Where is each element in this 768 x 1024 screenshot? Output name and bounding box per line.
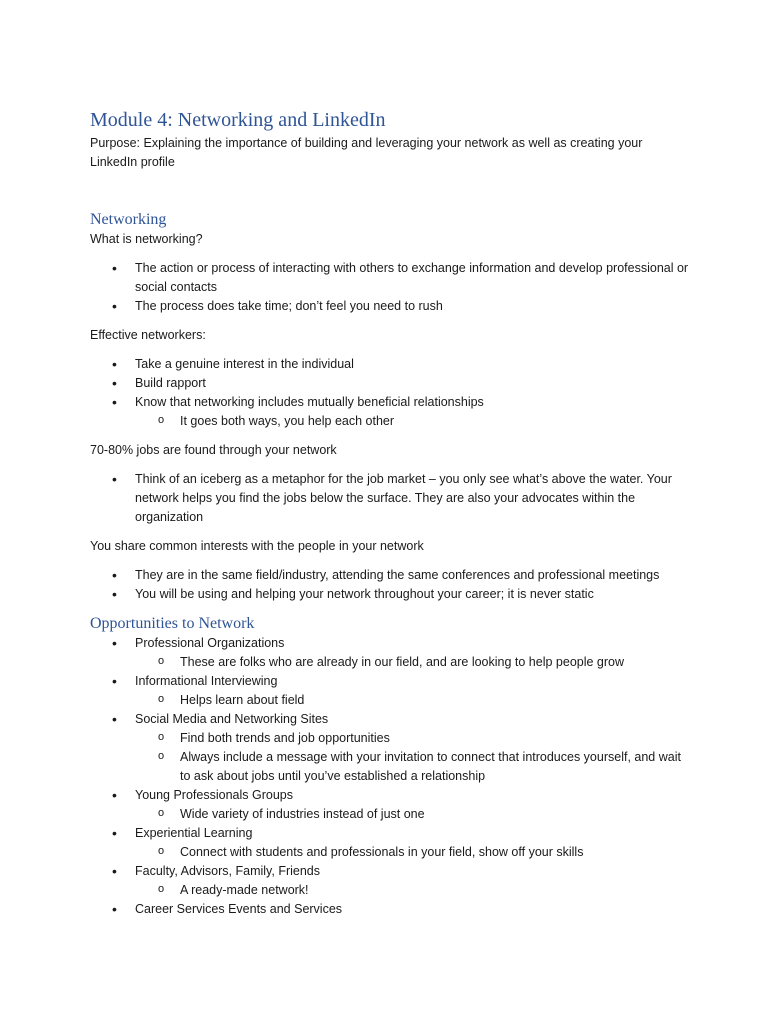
sub-list-item: o A ready-made network! (90, 881, 690, 900)
opportunity-item (90, 862, 690, 900)
sub-list-item: o Wide variety of industries instead of just one (90, 805, 690, 824)
opportunity-item (90, 824, 690, 862)
list-item: • The process does take time; don’t feel you need to rush (90, 297, 690, 316)
sub-list-item: o Always include a message with your invitation to connect that introduces yourself, and wait to ask about jobs until you’ve established a relationship (90, 748, 690, 786)
sub-list (135, 881, 690, 900)
sub-list (135, 412, 690, 431)
sub-list (135, 843, 690, 862)
opportunity-label: Experiential Learning (135, 826, 253, 840)
sub-list-item: o It goes both ways, you help each other (90, 412, 690, 431)
page-title: Module 4: Networking and LinkedIn (90, 109, 386, 131)
effective-networkers-list (90, 355, 690, 431)
list-item: • Take a genuine interest in the individual (90, 355, 690, 374)
common-interests-list (90, 566, 690, 604)
opportunity-label: Career Services Events and Services (135, 902, 343, 916)
opportunities-list (90, 634, 690, 919)
question-what-is-networking: What is networking? (90, 232, 203, 246)
list-item: • The action or process of interacting with others to exchange information and develop professional or social contacts (90, 259, 690, 297)
sub-list-item: o These are folks who are already in our field, and are looking to help people grow (90, 653, 690, 672)
iceberg-list (90, 470, 690, 527)
opportunity-label: Young Professionals Groups (135, 788, 293, 802)
sub-list-item: o Helps learn about field (90, 691, 690, 710)
networking-definition-list (90, 259, 690, 316)
section-heading-opportunities: Opportunities to Network (90, 615, 255, 632)
opportunity-label: Faculty, Advisors, Family, Friends (135, 864, 320, 878)
list-item (90, 393, 690, 431)
sub-list (135, 653, 690, 672)
list-item: • Think of an iceberg as a metaphor for the job market – you only see what’s above the water. Your network helps you find the jobs below the surface. They are also your advocates within the organization (90, 470, 690, 527)
sub-list-item: o Connect with students and professionals in your field, show off your skills (90, 843, 690, 862)
list-item-label: Know that networking includes mutually beneficial relationships (135, 395, 484, 409)
question-effective-networkers: Effective networkers: (90, 328, 206, 342)
opportunity-label: Informational Interviewing (135, 674, 278, 688)
sub-list-item: o Find both trends and job opportunities (90, 729, 690, 748)
document-content (90, 107, 690, 919)
sub-list (135, 691, 690, 710)
statement-jobs-through-network: 70-80% jobs are found through your network (90, 443, 337, 457)
sub-list (135, 729, 690, 786)
purpose-text: Purpose: Explaining the importance of building and leveraging your network as well as creating your LinkedIn profile (90, 136, 643, 169)
list-item: • Build rapport (90, 374, 690, 393)
opportunity-label: Social Media and Networking Sites (135, 712, 329, 726)
opportunity-item (90, 786, 690, 824)
opportunity-label: Professional Organizations (135, 636, 285, 650)
opportunity-item (90, 710, 690, 786)
list-item: • They are in the same field/industry, attending the same conferences and professional meetings (90, 566, 690, 585)
opportunity-item (90, 634, 690, 672)
opportunity-item (90, 900, 690, 919)
section-heading-networking: Networking (90, 211, 167, 228)
statement-common-interests: You share common interests with the people in your network (90, 539, 424, 553)
sub-list (135, 805, 690, 824)
list-item: • You will be using and helping your network throughout your career; it is never static (90, 585, 690, 604)
opportunity-item (90, 672, 690, 710)
